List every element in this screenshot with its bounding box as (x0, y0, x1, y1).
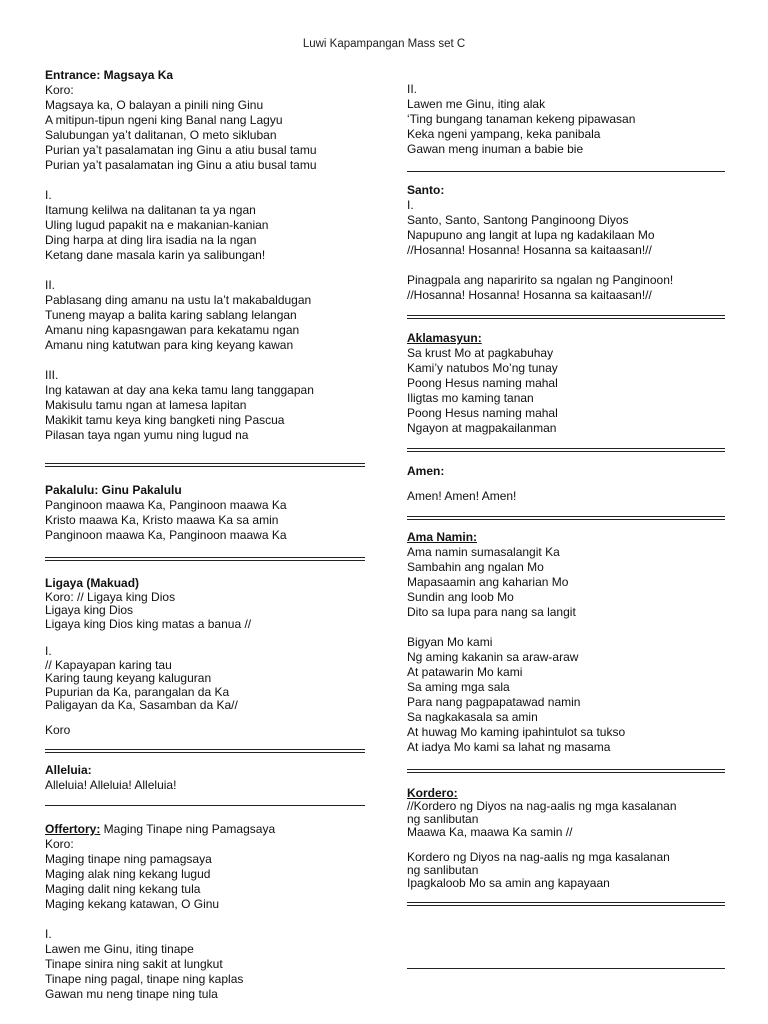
section-divider (407, 769, 725, 773)
ligaya-section (45, 577, 365, 737)
koro-repeat: Koro (45, 722, 71, 737)
lyric-line: Gawan mu neng tinape ning tula (45, 987, 218, 1001)
lyric-line: Panginoon maawa Ka, Panginoon maawa Ka (45, 498, 287, 512)
lyric-line: Poong Hesus naming mahal (407, 376, 558, 390)
lyric-line: Maging dalit ning kekang tula (45, 882, 201, 896)
lyric-line: Ligaya king Dios king matas a banua // (45, 616, 252, 631)
lyric-line: Maawa Ka, maawa Ka samin // (407, 825, 573, 839)
lyric-line: Gawan meng inuman a babie bie (407, 142, 584, 156)
lyric-line: At patawarin Mo kami (407, 665, 523, 679)
lyric-line: Pilasan taya ngan yumu ning lugud na (45, 428, 249, 442)
ama-namin-section (407, 530, 725, 755)
lyric-line: Tuneng mayap a balita karing sablang lelangan (45, 308, 297, 322)
lyric-line: Alleluia! Alleluia! Alleluia! (45, 778, 177, 792)
lyric-line: Makisulu tamu ngan at lamesa lapitan (45, 398, 247, 412)
lyric-line: Amen! Amen! Amen! (407, 489, 517, 503)
santo-heading: Santo: (407, 183, 445, 197)
lyric-line: Koro: // Ligaya king Dios (45, 589, 176, 604)
lyric-line: Salubungan ya’t dalitanan, O meto sikluban (45, 128, 277, 142)
pakalulu-heading: Pakalulu: Ginu Pakalulu (45, 483, 182, 497)
lyric-line: Ligaya king Dios (45, 603, 134, 617)
lyric-line: Purian ya’t pasalamatan ing Ginu a atiu busal tamu (45, 158, 317, 172)
lyric-line: Pablasang ding amanu na ustu la’t makabaldugan (45, 293, 312, 307)
lyric-line: At huwag Mo kaming ipahintulot sa tukso (407, 725, 626, 739)
lyric-line: Ing katawan at day ana keka tamu lang tanggapan (45, 383, 314, 397)
lyric-line: At iadya Mo kami sa lahat ng masama (407, 740, 611, 754)
lyric-line: Sa nagkakasala sa amin (407, 710, 538, 724)
lyric-line: Lawen me Ginu, iting tinape (45, 942, 194, 956)
right-column (407, 82, 725, 969)
lyric-line: Magsaya ka, O balayan a pinili ning Ginu (45, 98, 264, 112)
section-divider (45, 749, 365, 753)
lyric-line: Ding harpa at ding lira isadia na la ngan (45, 233, 257, 247)
lyric-line: Kami’y natubos Mo’ng tunay (407, 361, 558, 375)
verse-label: I. (45, 927, 52, 941)
lyric-line: ‘Ting bungang tanaman kekeng pipawasan (407, 112, 636, 126)
ama-namin-heading: Ama Namin: (407, 530, 478, 544)
lyric-line: Sa aming mga sala (407, 680, 510, 694)
lyric-line: Ama namin sumasalangit Ka (407, 545, 560, 559)
verse-label: I. (45, 644, 52, 658)
verse-label: II. (45, 278, 56, 292)
lyric-line: // Kapayapan karing tau (45, 657, 172, 672)
lyric-line: Ngayon at magpakailanman (407, 421, 557, 435)
lyric-line: Amanu ning katutwan para king keyang kawan (45, 338, 294, 352)
lyric-line: Tinape sinira ning sakit at lungkut (45, 957, 223, 971)
left-column (45, 68, 365, 1002)
amen-heading: Amen: (407, 464, 445, 478)
lyric-line: ng sanlibutan (407, 812, 479, 826)
section-divider (407, 902, 725, 906)
page-title: Luwi Kapampangan Mass set C (302, 38, 466, 50)
lyric-line: Purian ya’t pasalamatan ing Ginu a atiu busal tamu (45, 143, 317, 157)
lyric-line: Ng aming kakanin sa araw-araw (407, 650, 579, 664)
entrance-heading: Entrance: Magsaya Ka (45, 68, 174, 82)
lyric-line: Makikit tamu keya king bangketi ning Pascua (45, 413, 285, 427)
lyric-line: Ketang dane masala karin ya salibungan! (45, 248, 266, 262)
lyric-line: Poong Hesus naming mahal (407, 406, 558, 420)
lyric-line: Sa krust Mo at pagkabuhay (407, 346, 554, 360)
lyric-line: //Kordero ng Diyos na nag-aalis ng mga kasalanan (407, 799, 677, 813)
amen-section (407, 464, 725, 504)
verse-label: I. (407, 198, 414, 212)
lyric-line: Para nang pagpapatawad namin (407, 695, 581, 709)
offertory-verse-2 (407, 82, 725, 157)
entrance-section (45, 68, 365, 443)
lyric-line: Dito sa lupa para nang sa langit (407, 605, 576, 619)
lyric-line: Lawen me Ginu, iting alak (407, 97, 546, 111)
section-divider (407, 516, 725, 520)
lyric-line: Iligtas mo kaming tanan (407, 391, 534, 405)
lyric-line: Sambahin ang ngalan Mo (407, 560, 544, 574)
offertory-koro-label: Koro: (45, 837, 74, 851)
offertory-section (45, 822, 365, 1002)
lyric-line: Sundin ang loob Mo (407, 590, 514, 604)
entrance-koro-label: Koro: (45, 83, 74, 97)
lyric-line: Keka ngeni yampang, keka panibala (407, 127, 601, 141)
section-divider (407, 448, 725, 452)
lyric-line: A mitipun-tipun ngeni king Banal nang Lagyu (45, 113, 283, 127)
alleluia-heading: Alleluia: (45, 763, 92, 777)
lyric-line: //Hosanna! Hosanna! Hosanna sa kaitaasan!// (407, 243, 652, 257)
lyric-line: Bigyan Mo kami (407, 635, 493, 649)
section-divider (45, 557, 365, 561)
lyric-line: Itamung kelilwa na dalitanan ta ya ngan (45, 203, 256, 217)
lyric-line: Maging alak ning kekang lugud (45, 867, 211, 881)
lyric-line: Karing taung keyang kaluguran (45, 671, 212, 685)
section-divider (407, 968, 725, 969)
offertory-heading: Offertory: (45, 822, 101, 836)
kordero-heading: Kordero: (407, 786, 458, 800)
lyric-line: Ipagkaloob Mo sa amin ang kapayaan (407, 876, 610, 890)
santo-section (407, 183, 725, 303)
verse-label: I. (45, 188, 52, 202)
section-divider (45, 463, 365, 467)
lyric-line: //Hosanna! Hosanna! Hosanna sa kaitaasan!// (407, 288, 652, 302)
lyric-line: Mapasaamin ang kaharian Mo (407, 575, 569, 589)
lyric-line: Kordero ng Diyos na nag-aalis ng mga kasalanan (407, 850, 670, 864)
offertory-title: Maging Tinape ning Pamagsaya (100, 822, 276, 836)
alleluia-section (45, 763, 365, 793)
lyric-line: Santo, Santo, Santong Panginoong Diyos (407, 213, 629, 227)
lyric-line: Napupuno ang langit at lupa ng kadakilaan Mo (407, 228, 655, 242)
pakalulu-section (45, 483, 365, 543)
lyric-line: ng sanlibutan (407, 863, 479, 877)
aklamasyun-heading: Aklamasyun: (407, 331, 482, 345)
lyric-line: Tinape ning pagal, tinape ning kaplas (45, 972, 244, 986)
aklamasyun-section (407, 331, 725, 436)
ligaya-heading: Ligaya (Makuad) (45, 576, 140, 590)
lyric-line: Panginoon maawa Ka, Panginoon maawa Ka (45, 528, 287, 542)
section-divider (407, 315, 725, 319)
lyric-line: Pinagpala ang naparirito sa ngalan ng Panginoon! (407, 273, 674, 287)
section-divider (45, 805, 365, 806)
lyric-line: Pupurian da Ka, parangalan da Ka (45, 684, 230, 699)
lyric-line: Maging tinape ning pamagsaya (45, 852, 212, 866)
section-divider (407, 171, 725, 172)
kordero-section (407, 787, 725, 890)
lyric-line: Kristo maawa Ka, Kristo maawa Ka sa amin (45, 513, 279, 527)
verse-label: II. (407, 82, 418, 96)
lyric-line: Maging kekang katawan, O Ginu (45, 897, 220, 911)
verse-label: III. (45, 368, 59, 382)
lyric-line: Amanu ning kapasngawan para kekatamu ngan (45, 323, 300, 337)
lyric-line: Paligayan da Ka, Sasamban da Ka// (45, 698, 238, 712)
lyric-line: Uling lugud papakit na e makanian-kanian (45, 218, 269, 232)
